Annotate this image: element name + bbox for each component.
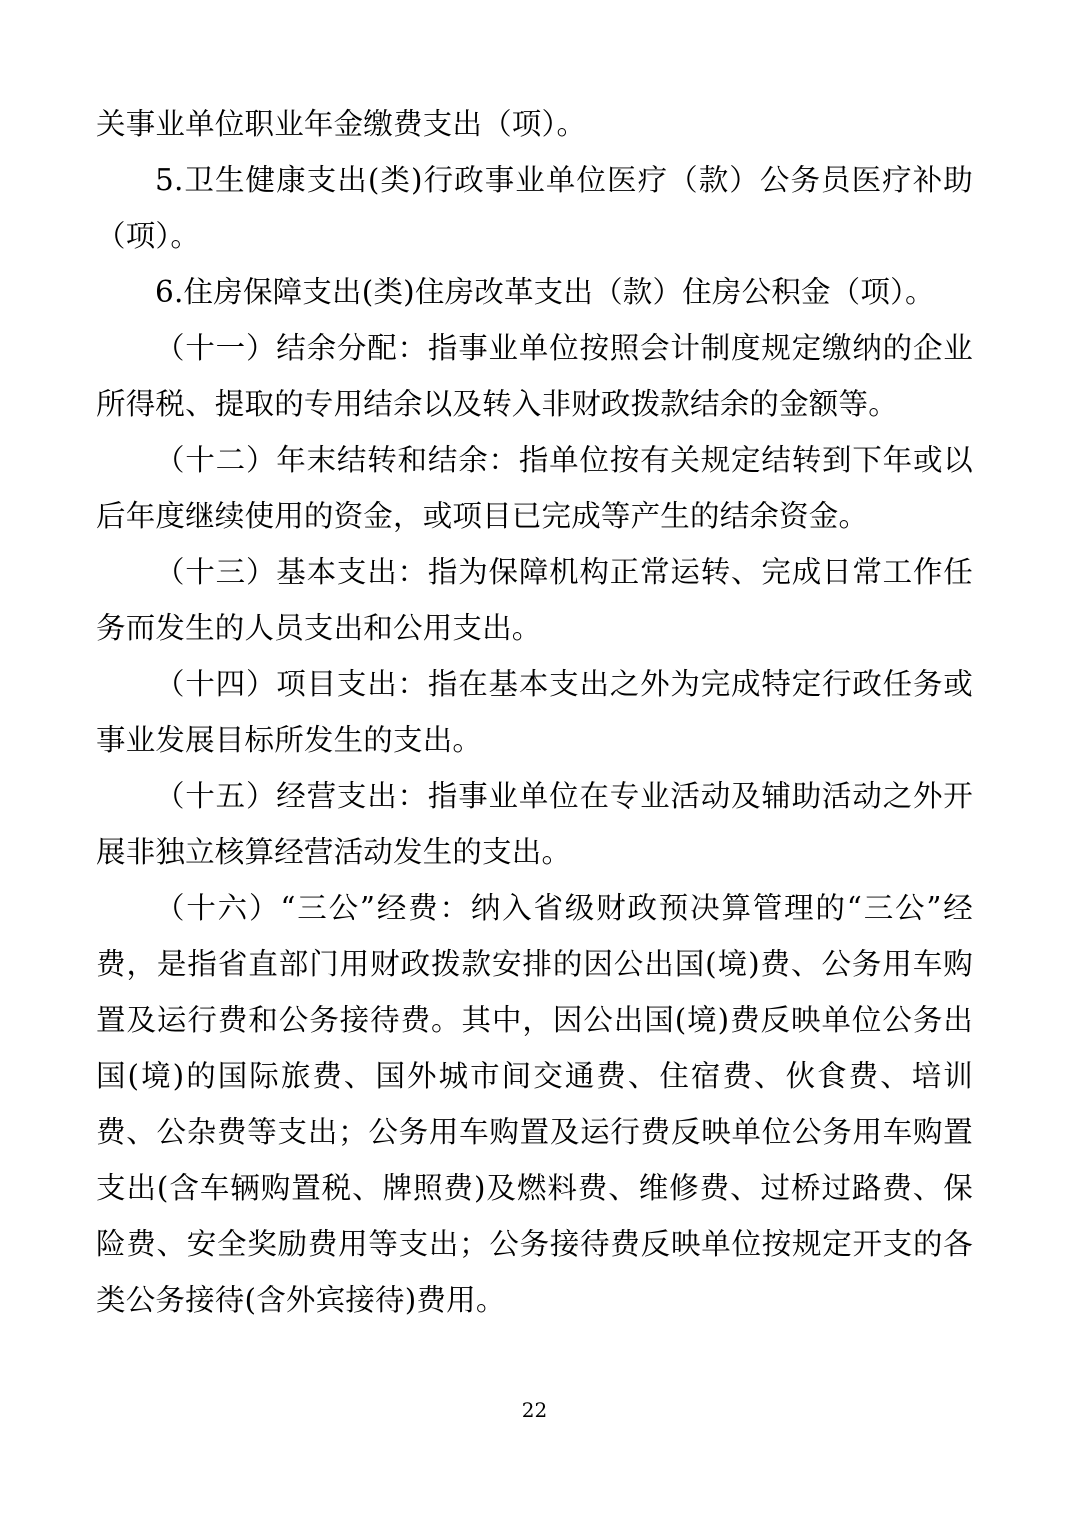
paragraph-item-15: （十五）经营支出：指事业单位在专业活动及辅助活动之外开展非独立核算经营活动发生的支出。 (96, 779, 973, 869)
document-body (96, 96, 973, 1328)
page-number: 22 (521, 1398, 548, 1422)
paragraph-item-6: 6.住房保障支出(类)住房改革支出（款）住房公积金（项）。 (155, 275, 935, 309)
paragraph-continuation: 关事业单位职业年金缴费支出（项）。 (96, 107, 587, 141)
paragraph-item-13: （十三）基本支出：指为保障机构正常运转、完成日常工作任务而发生的人员支出和公用支出。 (96, 555, 973, 645)
paragraph-item-16: （十六）“三公”经费：纳入省级财政预决算管理的“三公”经费，是指省直部门用财政拨款安排的因公出国(境)费、公务用车购置及运行费和公务接待费。其中，因公出国(境)费反映单位公务出国(境)的国际旅费、国外城市间交通费、住宿费、伙食费、培训费、公杂费等支出；公务用车购置及运行费反映单位公务用车购置支出(含车辆购置税、牌照费)及燃料费、维修费、过桥过路费、保险费、安全奖励费用等支出；公务接待费反映单位按规定开支的各类公务接待(含外宾接待)费用。 (96, 891, 973, 1317)
paragraph-item-14: （十四）项目支出：指在基本支出之外为完成特定行政任务或事业发展目标所发生的支出。 (96, 667, 973, 757)
paragraph-item-5: 5.卫生健康支出(类)行政事业单位医疗（款）公务员医疗补助（项）。 (96, 163, 973, 253)
paragraph-item-11: （十一）结余分配：指事业单位按照会计制度规定缴纳的企业所得税、提取的专用结余以及转入非财政拨款结余的金额等。 (96, 331, 973, 421)
paragraph-item-12: （十二）年末结转和结余：指单位按有关规定结转到下年或以后年度继续使用的资金，或项目已完成等产生的结余资金。 (96, 443, 973, 533)
